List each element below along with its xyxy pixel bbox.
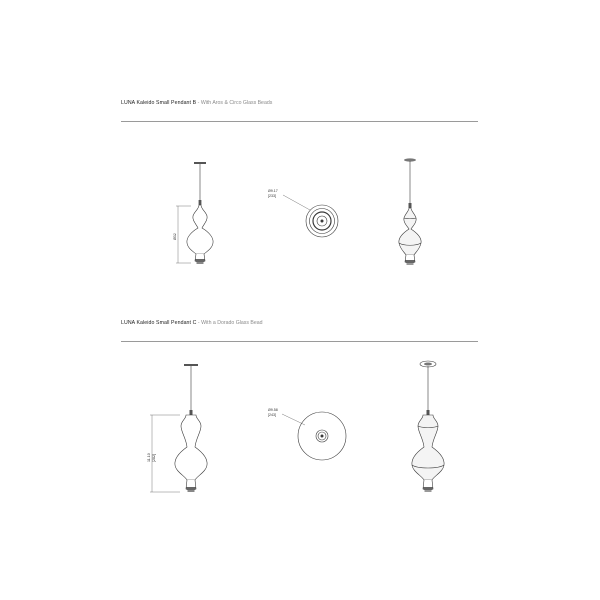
product-b-top-view bbox=[306, 205, 338, 237]
product-b-subtitle: With Aros & Circo Glass Beads bbox=[200, 100, 273, 106]
product-c-height-dim-text: 11.10 bbox=[147, 453, 151, 462]
product-b-perspective-view bbox=[399, 158, 421, 265]
product-c-perspective-view bbox=[412, 361, 444, 492]
product-c-height-dim-sub: [282] bbox=[152, 454, 156, 462]
product-b-height-dim-text: Ø32 bbox=[173, 233, 177, 240]
product-c-height-dimension bbox=[147, 415, 180, 492]
product-b-height-dimension bbox=[173, 206, 191, 263]
product-b-diameter-text: Ø9.17 bbox=[268, 189, 278, 193]
product-c-diameter-dimension bbox=[268, 408, 305, 425]
product-b-side-view bbox=[187, 162, 213, 264]
product-c-diameter-text: Ø9.58 bbox=[268, 408, 278, 412]
product-c-top-view bbox=[298, 412, 346, 460]
product-b-name: LUNA Kaleido Small Pendant B bbox=[121, 100, 197, 106]
product-c-separator: - bbox=[196, 320, 202, 326]
product-b-diameter-sub: [233] bbox=[268, 194, 276, 198]
product-c-diameter-sub: [243] bbox=[268, 413, 276, 417]
product-c-name: LUNA Kaleido Small Pendant C bbox=[121, 320, 197, 326]
product-c-side-view bbox=[175, 364, 207, 492]
product-b-diameter-dimension bbox=[268, 189, 310, 210]
product-c-subtitle: With a Dorado Glass Bead bbox=[201, 320, 263, 326]
product-b-separator: - bbox=[196, 100, 201, 106]
